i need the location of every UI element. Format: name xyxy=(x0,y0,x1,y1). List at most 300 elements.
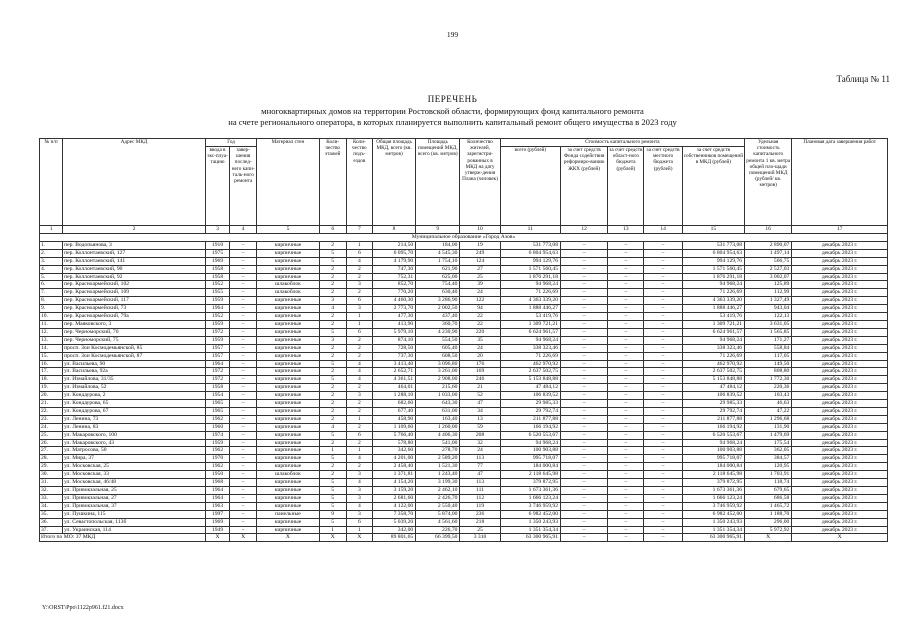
row-wall-material: кирпичные xyxy=(257,241,319,249)
row-planned-date: декабрь 2023 г. xyxy=(792,297,888,305)
row-planned-date: декабрь 2023 г. xyxy=(792,447,888,455)
row-year-overhaul: – xyxy=(230,257,257,265)
row-floors: 5 xyxy=(319,502,346,510)
row-cost-local: – xyxy=(644,415,682,423)
row-cost-fund: – xyxy=(561,494,608,502)
row-floors: 5 xyxy=(319,360,346,368)
row-unit-cost: 1 772,30 xyxy=(745,376,792,384)
column-number: 2 xyxy=(63,226,206,234)
row-wall-material: кирпичные xyxy=(257,305,319,313)
column-number: 14 xyxy=(644,226,682,234)
row-total-area: 737,30 xyxy=(372,352,415,360)
header-cost-regional: за счет средств област-ного бюджета (рублей) xyxy=(608,147,644,226)
row-floors: 2 xyxy=(319,471,346,479)
row-floors: 5 xyxy=(319,328,346,336)
row-index: 32. xyxy=(40,487,63,495)
row-total-area: 728,50 xyxy=(372,344,415,352)
row-total-area: 2 652,71 xyxy=(372,368,415,376)
total-cell: 63 300 965,91 xyxy=(682,534,744,542)
row-index: 9. xyxy=(40,305,63,313)
row-unit-cost: 1 188,70 xyxy=(745,510,792,518)
row-cost-regional: – xyxy=(608,344,644,352)
row-cost-fund: – xyxy=(561,526,608,534)
row-residents: 34 xyxy=(460,407,500,415)
row-cost-total: 462 970,92 xyxy=(500,360,560,368)
row-address: просп. Зои Космодемьянской, 85 xyxy=(63,344,206,352)
page-number: 199 xyxy=(446,30,459,39)
subtitle-line: на счете регионального оператора, в которых планируется выполнить капитальный ремонт общего имущества в 2023 году xyxy=(228,117,677,127)
row-year-built: 1957 xyxy=(205,344,229,352)
row-floors: 5 xyxy=(319,455,346,463)
row-index: 25. xyxy=(40,431,63,439)
table-row xyxy=(40,384,888,392)
row-entrances: 2 xyxy=(346,384,372,392)
row-total-area: 3 159,20 xyxy=(372,487,415,495)
row-total-area: 4 154,20 xyxy=(372,479,415,487)
row-address: просп. Зои Космодемьянской, 87 xyxy=(63,352,206,360)
row-residents: 113 xyxy=(460,455,500,463)
row-cost-local: – xyxy=(644,510,682,518)
total-cell: – xyxy=(608,534,644,542)
row-wall-material: кирпичные xyxy=(257,273,319,281)
row-entrances: 2 xyxy=(346,344,372,352)
row-year-overhaul: – xyxy=(230,297,257,305)
row-cost-fund: – xyxy=(561,273,608,281)
table-row xyxy=(40,455,888,463)
row-cost-local: – xyxy=(644,455,682,463)
row-year-overhaul: – xyxy=(230,305,257,313)
row-year-built: 1965 xyxy=(205,407,229,415)
row-entrances: 2 xyxy=(346,273,372,281)
row-address: пер. Черноморский, 70 xyxy=(63,328,206,336)
row-wall-material: кирпичные xyxy=(257,455,319,463)
row-cost-owners: 1 876 291,18 xyxy=(682,273,744,281)
table-row xyxy=(40,249,888,257)
row-wall-material: кирпичные xyxy=(257,431,319,439)
row-index: 15. xyxy=(40,352,63,360)
row-entrances: 6 xyxy=(346,518,372,526)
row-cost-local: – xyxy=(644,273,682,281)
table-row xyxy=(40,526,888,534)
row-floors: 2 xyxy=(319,320,346,328)
total-cell: Х xyxy=(319,534,346,542)
row-index: 21. xyxy=(40,400,63,408)
row-address: ул. Севастопольская, 113б xyxy=(63,518,206,526)
row-cost-total: 166 194,92 xyxy=(500,423,560,431)
row-total-area: 747,30 xyxy=(372,265,415,273)
table-row xyxy=(40,518,888,526)
row-cost-regional: – xyxy=(608,328,644,336)
row-floors: 5 xyxy=(319,479,346,487)
total-cell: Х xyxy=(205,534,229,542)
row-cost-regional: – xyxy=(608,297,644,305)
row-entrances: 6 xyxy=(346,297,372,305)
row-entrances: 4 xyxy=(346,479,372,487)
column-number: 7 xyxy=(346,226,372,234)
table-row xyxy=(40,431,888,439)
row-cost-total: 3 746 959,92 xyxy=(500,502,560,510)
row-total-area: 2 773,70 xyxy=(372,305,415,313)
row-cost-local: – xyxy=(644,265,682,273)
row-residents: 59 xyxy=(460,423,500,431)
row-cost-total: 71 226,69 xyxy=(500,289,560,297)
row-year-built: 1910 xyxy=(205,241,229,249)
row-residents: 39 xyxy=(460,281,500,289)
row-cost-local: – xyxy=(644,313,682,321)
row-cost-total: 994 129,76 xyxy=(500,257,560,265)
row-cost-owners: 106 839,52 xyxy=(682,392,744,400)
table-row xyxy=(40,289,888,297)
table-row xyxy=(40,400,888,408)
row-index: 37. xyxy=(40,526,63,534)
row-wall-material: кирпичные xyxy=(257,494,319,502)
row-unit-cost: 1 703,91 xyxy=(745,471,792,479)
table-body xyxy=(40,234,888,542)
row-year-built: 1955 xyxy=(205,289,229,297)
row-cost-regional: – xyxy=(608,313,644,321)
row-entrances: 4 xyxy=(346,368,372,376)
table-row xyxy=(40,281,888,289)
row-entrances: 6 xyxy=(346,249,372,257)
row-total-area: 458,90 xyxy=(372,415,415,423)
row-year-overhaul: – xyxy=(230,439,257,447)
row-unit-cost: 171,27 xyxy=(745,336,792,344)
row-premises-area: 2 550,40 xyxy=(416,502,460,510)
row-cost-fund: – xyxy=(561,455,608,463)
row-unit-cost: 1 565,85 xyxy=(745,328,792,336)
row-cost-owners: 1 666 123,24 xyxy=(682,494,744,502)
row-premises-area: 1 260,00 xyxy=(416,423,460,431)
row-floors: 2 xyxy=(319,273,346,281)
row-cost-regional: – xyxy=(608,407,644,415)
header-entrances: Коли-чество подъ-ездов xyxy=(346,139,372,226)
table-row xyxy=(40,352,888,360)
row-wall-material: кирпичные xyxy=(257,392,319,400)
row-floors: 2 xyxy=(319,281,346,289)
row-cost-regional: – xyxy=(608,336,644,344)
table-row xyxy=(40,423,888,431)
row-wall-material: кирпичные xyxy=(257,313,319,321)
row-cost-owners: 94 968,24 xyxy=(682,336,744,344)
row-cost-owners: 2 118 645,98 xyxy=(682,471,744,479)
row-planned-date: декабрь 2023 г. xyxy=(792,328,888,336)
row-year-built: 1959 xyxy=(205,439,229,447)
row-cost-owners: 94 968,24 xyxy=(682,439,744,447)
row-unit-cost: 566,75 xyxy=(745,257,792,265)
row-wall-material: кирпичные xyxy=(257,487,319,495)
table-row xyxy=(40,273,888,281)
row-entrances: 3 xyxy=(346,510,372,518)
row-cost-local: – xyxy=(644,360,682,368)
row-residents: 119 xyxy=(460,502,500,510)
row-cost-local: – xyxy=(644,376,682,384)
row-residents: 218 xyxy=(460,518,500,526)
row-year-built: 1969 xyxy=(205,518,229,526)
row-cost-local: – xyxy=(644,249,682,257)
row-floors: 5 xyxy=(319,494,346,502)
row-index: 24. xyxy=(40,423,63,431)
row-year-built: 1950 xyxy=(205,471,229,479)
row-cost-regional: – xyxy=(608,502,644,510)
row-cost-owners: 71 226,69 xyxy=(682,289,744,297)
row-cost-fund: – xyxy=(561,281,608,289)
row-cost-local: – xyxy=(644,518,682,526)
row-index: 3. xyxy=(40,257,63,265)
row-unit-cost: 120,95 xyxy=(745,463,792,471)
row-wall-material: кирпичные xyxy=(257,344,319,352)
row-index: 33. xyxy=(40,494,63,502)
row-cost-regional: – xyxy=(608,447,644,455)
row-planned-date: декабрь 2023 г. xyxy=(792,376,888,384)
column-number: 13 xyxy=(608,226,644,234)
row-entrances: 1 xyxy=(346,320,372,328)
row-year-built: 1959 xyxy=(205,297,229,305)
row-residents: 246 xyxy=(460,376,500,384)
row-cost-owners: 531 773,08 xyxy=(682,241,744,249)
row-address: пер. Красноармейский, 73 xyxy=(63,305,206,313)
header-total-area: Общая площадь МКД, всего (кв. метров) xyxy=(372,139,415,226)
row-entrances: 2 xyxy=(346,336,372,344)
row-year-overhaul: – xyxy=(230,502,257,510)
row-cost-fund: – xyxy=(561,479,608,487)
row-planned-date: декабрь 2023 г. xyxy=(792,415,888,423)
row-total-area: 5 979,10 xyxy=(372,328,415,336)
row-premises-area: 2 589,20 xyxy=(416,455,460,463)
row-cost-regional: – xyxy=(608,376,644,384)
row-cost-total: 1 876 291,18 xyxy=(500,273,560,281)
row-planned-date: декабрь 2023 г. xyxy=(792,305,888,313)
row-index: 4. xyxy=(40,265,63,273)
row-year-built: 1974 xyxy=(205,431,229,439)
row-floors: 5 xyxy=(319,431,346,439)
header-residents: Количество жителей, зарегистри-рованных в МКД на дату утверж-дения Плана (человек) xyxy=(460,139,500,226)
row-cost-total: 995 718,07 xyxy=(500,455,560,463)
row-cost-fund: – xyxy=(561,368,608,376)
row-floors: 1 xyxy=(319,447,346,455)
header-num: № п/п xyxy=(40,139,63,226)
row-cost-fund: – xyxy=(561,328,608,336)
row-total-area: 1 109,60 xyxy=(372,423,415,431)
row-planned-date: декабрь 2023 г. xyxy=(792,265,888,273)
row-total-area: 5 766,40 xyxy=(372,431,415,439)
row-index: 2. xyxy=(40,249,63,257)
row-year-built: 1964 xyxy=(205,494,229,502)
row-year-built: 1959 xyxy=(205,320,229,328)
row-entrances: 1 xyxy=(346,415,372,423)
row-wall-material: кирпичные xyxy=(257,518,319,526)
row-premises-area: 621,90 xyxy=(416,265,460,273)
row-entrances: 1 xyxy=(346,313,372,321)
row-cost-fund: – xyxy=(561,423,608,431)
row-index: 26. xyxy=(40,439,63,447)
row-year-built: 1958 xyxy=(205,265,229,273)
row-index: 28. xyxy=(40,455,63,463)
row-index: 18. xyxy=(40,376,63,384)
header-year-overhaul: завер-шения послед-него капи-таль-ного ремонта xyxy=(230,147,257,226)
row-total-area: 677,40 xyxy=(372,407,415,415)
row-total-area: 4 201,00 xyxy=(372,455,415,463)
row-planned-date: декабрь 2023 г. xyxy=(792,249,888,257)
row-index: 17. xyxy=(40,368,63,376)
row-cost-total: 29 985,33 xyxy=(500,400,560,408)
row-index: 8. xyxy=(40,297,63,305)
row-index: 13. xyxy=(40,336,63,344)
row-year-built: 1952 xyxy=(205,313,229,321)
row-address: пер. Коллонтаевский, 90 xyxy=(63,265,206,273)
row-total-area: 413,90 xyxy=(372,320,415,328)
row-premises-area: 554,50 xyxy=(416,336,460,344)
row-residents: 13 xyxy=(460,415,500,423)
header-cost-fund: за счет средств Фонда содействия реформиро-ванию ЖКХ (рублей) xyxy=(561,147,608,226)
row-wall-material: кирпичные xyxy=(257,415,319,423)
row-cost-regional: – xyxy=(608,360,644,368)
row-total-area: 1 288,10 xyxy=(372,392,415,400)
row-year-built: 1972 xyxy=(205,328,229,336)
table-row xyxy=(40,439,888,447)
row-cost-total: 6 982 452,00 xyxy=(500,510,560,518)
row-cost-fund: – xyxy=(561,510,608,518)
row-total-area: 2 458,40 xyxy=(372,463,415,471)
row-planned-date: декабрь 2023 г. xyxy=(792,487,888,495)
row-entrances: 1 xyxy=(346,241,372,249)
row-cost-owners: 166 194,92 xyxy=(682,423,744,431)
row-cost-total: 6 624 961,57 xyxy=(500,328,560,336)
row-cost-local: – xyxy=(644,447,682,455)
row-cost-local: – xyxy=(644,352,682,360)
row-entrances: 2 xyxy=(346,423,372,431)
row-index: 30. xyxy=(40,471,63,479)
row-premises-area: 2 908,00 xyxy=(416,376,460,384)
row-planned-date: декабрь 2023 г. xyxy=(792,313,888,321)
row-planned-date: декабрь 2023 г. xyxy=(792,400,888,408)
row-cost-regional: – xyxy=(608,289,644,297)
table-row xyxy=(40,313,888,321)
row-entrances: 1 xyxy=(346,526,372,534)
total-cell: Х xyxy=(257,534,319,542)
row-cost-local: – xyxy=(644,392,682,400)
row-wall-material: шлакоблок xyxy=(257,471,319,479)
row-year-overhaul: – xyxy=(230,471,257,479)
header-row-top xyxy=(40,139,888,147)
row-premises-area: 1 243,40 xyxy=(416,471,460,479)
row-residents: 32 xyxy=(460,439,500,447)
row-cost-owners: 3 746 959,92 xyxy=(682,502,744,510)
row-premises-area: 2 426,70 xyxy=(416,494,460,502)
row-total-area: 682,60 xyxy=(372,400,415,408)
row-premises-area: 2 002,50 xyxy=(416,305,460,313)
row-address: ул. Измайлова, 31/35 xyxy=(63,376,206,384)
table-row xyxy=(40,305,888,313)
row-cost-local: – xyxy=(644,502,682,510)
column-number: 9 xyxy=(416,226,460,234)
row-cost-owners: 1 673 361,36 xyxy=(682,487,744,495)
row-premises-area: 184,00 xyxy=(416,241,460,249)
row-residents: 169 xyxy=(460,368,500,376)
row-residents: 113 xyxy=(460,479,500,487)
row-wall-material: кирпичные xyxy=(257,328,319,336)
row-entrances: 2 xyxy=(346,352,372,360)
row-unit-cost: 131,90 xyxy=(745,423,792,431)
row-cost-owners: 6 804 954,63 xyxy=(682,249,744,257)
row-wall-material: кирпичные xyxy=(257,257,319,265)
row-residents: 112 xyxy=(460,494,500,502)
row-year-built: 1958 xyxy=(205,273,229,281)
row-cost-fund: – xyxy=(561,289,608,297)
row-cost-regional: – xyxy=(608,479,644,487)
row-premises-area: 278,70 xyxy=(416,447,460,455)
mkd-register-table xyxy=(39,138,888,542)
row-cost-local: – xyxy=(644,368,682,376)
row-cost-total: 6 804 954,63 xyxy=(500,249,560,257)
row-unit-cost: 686,58 xyxy=(745,494,792,502)
row-residents: 208 xyxy=(460,431,500,439)
row-planned-date: декабрь 2023 г. xyxy=(792,281,888,289)
row-residents: 176 xyxy=(460,360,500,368)
row-cost-total: 379 872,95 xyxy=(500,479,560,487)
row-planned-date: декабрь 2023 г. xyxy=(792,526,888,534)
row-address: ул. Украинская, 114 xyxy=(63,526,206,534)
row-wall-material: кирпичные xyxy=(257,352,319,360)
row-premises-area: 360,70 xyxy=(416,320,460,328)
row-year-overhaul: – xyxy=(230,289,257,297)
column-number: 15 xyxy=(682,226,744,234)
table-row xyxy=(40,487,888,495)
row-wall-material: кирпичные xyxy=(257,376,319,384)
row-cost-fund: – xyxy=(561,447,608,455)
total-cell: Х xyxy=(230,534,257,542)
row-entrances: 4 xyxy=(346,360,372,368)
row-year-built: 1962 xyxy=(205,415,229,423)
row-address: ул. Пушкина, 115 xyxy=(63,510,206,518)
row-floors: 2 xyxy=(319,463,346,471)
row-wall-material: кирпичные xyxy=(257,320,319,328)
row-address: ул. Кондаурова, 65 xyxy=(63,400,206,408)
row-cost-regional: – xyxy=(608,281,644,289)
row-cost-total: 5 153 848,88 xyxy=(500,376,560,384)
row-cost-fund: – xyxy=(561,518,608,526)
row-cost-regional: – xyxy=(608,518,644,526)
row-residents: 236 xyxy=(460,510,500,518)
table-row xyxy=(40,297,888,305)
row-address: ул. Васильева, 90 xyxy=(63,360,206,368)
row-total-area: 874,10 xyxy=(372,336,415,344)
document-subtitle xyxy=(0,106,905,128)
row-total-area: 6 095,70 xyxy=(372,249,415,257)
row-unit-cost: 103,43 xyxy=(745,392,792,400)
row-cost-owners: 211 877,88 xyxy=(682,415,744,423)
table-row xyxy=(40,415,888,423)
row-year-overhaul: – xyxy=(230,407,257,415)
row-cost-total: 1 350 243,93 xyxy=(500,518,560,526)
row-address: ул. Кондаурова, 2 xyxy=(63,392,206,400)
row-cost-local: – xyxy=(644,297,682,305)
column-number: 16 xyxy=(745,226,792,234)
row-entrances: 3 xyxy=(346,305,372,313)
row-residents: 77 xyxy=(460,463,500,471)
row-year-overhaul: – xyxy=(230,344,257,352)
total-row xyxy=(40,534,888,542)
row-cost-owners: 379 872,95 xyxy=(682,479,744,487)
total-cell: 89 801,65 xyxy=(372,534,415,542)
row-wall-material: кирпичные xyxy=(257,502,319,510)
row-year-built: 1957 xyxy=(205,352,229,360)
row-cost-local: – xyxy=(644,336,682,344)
row-cost-regional: – xyxy=(608,431,644,439)
row-cost-fund: – xyxy=(561,415,608,423)
row-cost-local: – xyxy=(644,328,682,336)
total-cell: 63 300 965,91 xyxy=(500,534,560,542)
row-cost-fund: – xyxy=(561,439,608,447)
